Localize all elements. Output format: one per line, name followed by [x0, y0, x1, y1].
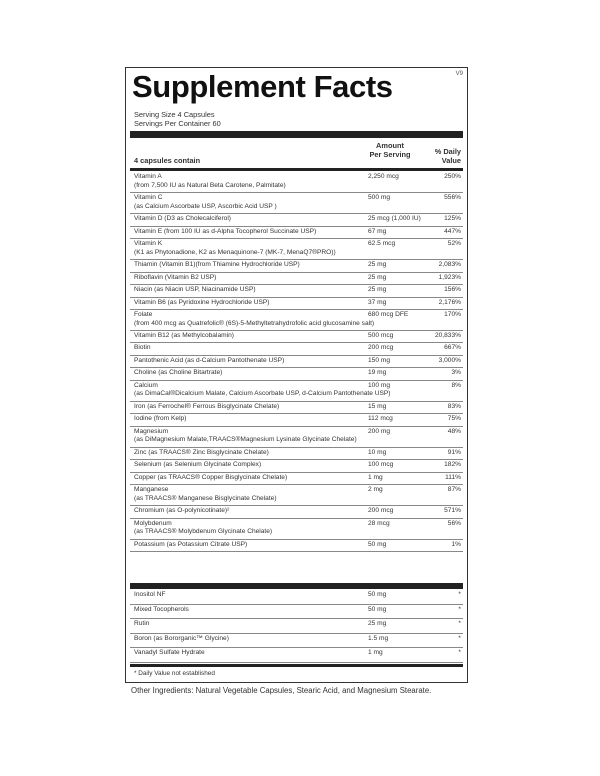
nutrient-daily-value: 87%	[447, 485, 461, 493]
nutrient-label: Selenium (as Selenium Glycinate Complex)	[134, 461, 262, 469]
nutrient-daily-value: 667%	[444, 344, 461, 352]
nutrient-daily-value: 447%	[444, 227, 461, 235]
nutrient-label: Magnesium	[134, 427, 169, 435]
column-header-divider	[130, 168, 463, 171]
nutrient-amount: 150 mg	[368, 356, 390, 364]
nutrient-daily-value: 48%	[447, 427, 461, 435]
other-nutrient-row	[130, 648, 463, 663]
other-nutrient-name: Vanadyl Sulfate Hydrate	[134, 649, 205, 657]
other-nutrient-name: Mixed Tocopherols	[134, 605, 189, 613]
daily-value-footnote: * Daily Value not established	[134, 670, 215, 677]
dv-header-line1: % Daily	[434, 147, 461, 156]
nutrient-daily-value: 91%	[447, 448, 461, 456]
nutrient-name	[134, 173, 403, 190]
nutrient-daily-value: 556%	[444, 194, 461, 202]
nutrient-daily-value: 2,176%	[438, 298, 461, 306]
nutrient-name	[134, 357, 403, 366]
nutrient-name	[134, 520, 403, 537]
nutrient-daily-value: 3,000%	[438, 356, 461, 364]
nutrient-amount: 200 mg	[368, 427, 390, 435]
amount-header-line2: Per Serving	[369, 150, 411, 159]
nutrient-row	[130, 214, 463, 226]
footnote-divider	[130, 664, 463, 667]
nutrient-source: (as DimaCal®Dicalcium Malate, Calcium Ascorbate USP, d-Calcium Pantothenate USP)	[134, 390, 391, 398]
nutrient-source: (from 400 mcg as Quatrefolic® (6S)-5-Methyltetrahydrofolic acid glucosamine salt)	[134, 319, 375, 327]
other-nutrient-row	[130, 590, 463, 605]
nutrient-label: Vitamin C	[134, 194, 163, 202]
nutrient-label: Potassium (as Potassium Citrate USP)	[134, 540, 248, 548]
nutrient-daily-value: 1,923%	[438, 273, 461, 281]
nutrient-row	[130, 473, 463, 485]
nutrient-row	[130, 414, 463, 426]
nutrient-source: (as TRAACS® Molybdenum Glycinate Chelate)	[134, 528, 273, 536]
nutrient-name	[134, 332, 403, 341]
nutrient-amount: 680 mcg DFE	[368, 310, 409, 318]
nutrient-name	[134, 240, 403, 257]
nutrient-source: (from 7,500 IU as Natural Beta Carotene, Palmitate)	[134, 181, 286, 189]
contain-header: 4 capsules contain	[134, 156, 201, 165]
nutrient-name	[134, 369, 403, 378]
other-nutrient-amount: 1 mg	[368, 649, 383, 657]
nutrient-amount: 200 mcg	[368, 507, 394, 515]
nutrient-name	[134, 215, 403, 224]
panel-title: Supplement Facts	[132, 69, 393, 104]
nutrient-name	[134, 428, 403, 445]
nutrient-row	[130, 519, 463, 540]
nutrient-name	[134, 344, 403, 353]
nutrient-daily-value: 250%	[444, 173, 461, 180]
nutrient-row	[130, 193, 463, 214]
nutrient-name	[134, 194, 403, 211]
nutrient-row	[130, 260, 463, 272]
nutrient-daily-value: 125%	[444, 215, 461, 223]
nutrient-daily-value: 56%	[447, 519, 461, 527]
nutrient-daily-value: 83%	[447, 402, 461, 410]
nutrient-label: Vitamin K	[134, 240, 163, 248]
nutrient-name	[134, 461, 403, 470]
nutrient-amount: 28 mcg	[368, 519, 390, 527]
nutrient-label: Calcium	[134, 381, 158, 389]
nutrient-label: Vitamin B6 (as Pyridoxine Hydrochloride USP)	[134, 298, 270, 306]
nutrient-name	[134, 299, 403, 308]
other-rows	[130, 590, 463, 663]
nutrient-name	[134, 261, 403, 270]
nutrient-amount: 112 mcg	[368, 415, 393, 423]
nutrient-amount: 19 mg	[368, 369, 387, 377]
other-nutrient-name: Inositol NF	[134, 591, 166, 598]
amount-header-line1: Amount	[376, 141, 404, 150]
nutrient-daily-value: 1%	[451, 540, 461, 548]
nutrient-row	[130, 298, 463, 310]
nutrient-daily-value: 75%	[447, 415, 461, 423]
column-header	[134, 141, 461, 167]
nutrient-source: (as DiMagnesium Malate,TRAACS®Magnesium Lysinate Glycinate Chelate)	[134, 436, 357, 444]
nutrient-daily-value: 52%	[447, 240, 461, 248]
nutrient-amount: 100 mcg	[368, 461, 394, 469]
nutrient-label: Zinc (as TRAACS® Zinc Bisglycinate Chelate)	[134, 448, 269, 456]
nutrient-amount: 500 mcg	[368, 332, 394, 340]
nutrient-row	[130, 506, 463, 518]
nutrient-row	[130, 427, 463, 448]
nutrient-row	[130, 331, 463, 343]
nutrient-row	[130, 273, 463, 285]
nutrient-row	[130, 448, 463, 460]
nutrient-row	[130, 368, 463, 380]
nutrient-row	[130, 381, 463, 402]
nutrient-rows	[130, 172, 463, 552]
section-divider	[130, 583, 463, 589]
nutrient-label: Choline (as Choline Bitartrate)	[134, 369, 223, 377]
nutrient-daily-value: 571%	[444, 507, 461, 515]
nutrient-amount: 2,250 mcg	[368, 173, 399, 180]
other-nutrient-row	[130, 605, 463, 620]
nutrient-amount: 62.5 mcg	[368, 240, 396, 248]
nutrient-row	[130, 285, 463, 297]
nutrient-label: Folate	[134, 310, 153, 318]
nutrient-row	[130, 310, 463, 331]
nutrient-row	[130, 485, 463, 506]
nutrient-name	[134, 274, 403, 283]
dv-header-line2: Value	[441, 156, 461, 165]
nutrient-amount: 25 mg	[368, 261, 387, 269]
other-nutrient-daily-value: *	[458, 620, 461, 628]
other-ingredients: Other Ingredients: Natural Vegetable Capsules, Stearic Acid, and Magnesium Stearate.	[131, 686, 432, 695]
nutrient-name	[134, 311, 403, 328]
nutrient-label: Vitamin A	[134, 173, 162, 180]
nutrient-label: Vitamin D (D3 as Cholecalciferol)	[134, 215, 231, 223]
nutrient-amount: 1 mg	[368, 473, 383, 481]
nutrient-amount: 25 mcg (1,000 IU)	[368, 215, 421, 223]
serving-size: Serving Size 4 Capsules	[134, 110, 215, 119]
nutrient-name	[134, 382, 403, 399]
nutrient-label: Niacin (as Niacin USP, Niacinamide USP)	[134, 286, 256, 294]
other-nutrient-daily-value: *	[458, 634, 461, 642]
other-nutrient-amount: 50 mg	[368, 605, 387, 613]
nutrient-label: Iodine (from Kelp)	[134, 415, 187, 423]
other-nutrient-row	[130, 619, 463, 634]
nutrient-daily-value: 2,083%	[438, 261, 461, 269]
servings-per-container: Servings Per Container 60	[134, 119, 221, 128]
nutrient-row	[130, 540, 463, 552]
nutrient-label: Molybdenum	[134, 519, 172, 527]
nutrient-label: Iron (as Ferrochel® Ferrous Bisglycinate Chelate)	[134, 402, 280, 410]
other-nutrient-row	[130, 634, 463, 649]
header-divider	[130, 131, 463, 138]
nutrient-amount: 15 mg	[368, 402, 387, 410]
version-code: V9	[455, 71, 463, 77]
nutrient-name	[134, 474, 403, 483]
amount-header	[362, 141, 418, 159]
nutrient-daily-value: 170%	[444, 310, 461, 318]
nutrient-amount: 25 mg	[368, 273, 387, 281]
nutrient-label: Chromium (as O-polynicotinate)²	[134, 507, 230, 515]
nutrient-name	[134, 486, 403, 503]
nutrient-daily-value: 20,833%	[434, 332, 461, 340]
nutrient-name	[134, 541, 403, 550]
nutrient-row	[130, 402, 463, 414]
nutrient-amount: 500 mg	[368, 194, 390, 202]
nutrient-daily-value: 3%	[451, 369, 461, 377]
nutrient-row	[130, 343, 463, 355]
nutrient-name	[134, 449, 403, 458]
nutrient-daily-value: 111%	[445, 473, 461, 481]
dv-header	[415, 147, 461, 165]
nutrient-amount: 67 mg	[368, 227, 387, 235]
nutrient-amount: 100 mg	[368, 381, 390, 389]
nutrient-label: Thiamin (Vitamin B1)(from Thiamine Hydrochloride USP)	[134, 261, 300, 269]
nutrient-label: Vitamin E (from 100 IU as d-Alpha Tocopherol Succinate USP)	[134, 227, 317, 235]
nutrient-row	[130, 227, 463, 239]
nutrient-label: Vitamin B12 (as Methylcobalamin)	[134, 332, 234, 340]
nutrient-row	[130, 356, 463, 368]
nutrient-amount: 200 mcg	[368, 344, 394, 352]
nutrient-daily-value: 156%	[444, 286, 461, 294]
nutrient-row	[130, 460, 463, 472]
nutrient-source: (as Calcium Ascorbate USP, Ascorbic Acid USP )	[134, 202, 277, 210]
nutrient-label: Riboflavin (Vitamin B2 USP)	[134, 273, 217, 281]
other-nutrient-amount: 25 mg	[368, 620, 387, 628]
nutrient-daily-value: 182%	[444, 461, 461, 469]
nutrient-label: Manganese	[134, 485, 169, 493]
nutrient-amount: 25 mg	[368, 286, 387, 294]
nutrient-label: Pantothenic Acid (as d-Calcium Pantothenate USP)	[134, 356, 285, 364]
nutrient-source: (as TRAACS® Manganese Bisglycinate Chelate)	[134, 494, 277, 502]
nutrient-label: Copper (as TRAACS® Copper Bisglycinate Chelate)	[134, 473, 288, 481]
supplement-facts-panel	[125, 67, 468, 683]
nutrient-amount: 37 mg	[368, 298, 387, 306]
other-nutrient-name: Boron (as Bororganic™ Glycine)	[134, 634, 229, 642]
nutrient-name	[134, 228, 403, 237]
nutrient-amount: 10 mg	[368, 448, 387, 456]
nutrient-name	[134, 403, 403, 412]
nutrient-name	[134, 415, 403, 424]
nutrient-source: (K1 as Phytonadione, K2 as Menaquinone-7 (MK-7, MenaQ7®PRO))	[134, 248, 336, 256]
nutrient-daily-value: 8%	[451, 381, 461, 389]
other-nutrient-daily-value: *	[458, 605, 461, 613]
nutrient-label: Biotin	[134, 344, 151, 352]
nutrient-amount: 2 mg	[368, 485, 383, 493]
nutrient-name	[134, 286, 403, 295]
other-nutrient-amount: 50 mg	[368, 591, 387, 598]
other-nutrient-daily-value: *	[458, 649, 461, 657]
nutrient-amount: 50 mg	[368, 540, 387, 548]
other-nutrient-name: Rutin	[134, 620, 150, 628]
nutrient-name	[134, 507, 403, 516]
other-nutrient-amount: 1.5 mg	[368, 634, 389, 642]
nutrient-row	[130, 239, 463, 260]
nutrient-row	[130, 172, 463, 193]
other-nutrient-daily-value: *	[458, 591, 461, 598]
